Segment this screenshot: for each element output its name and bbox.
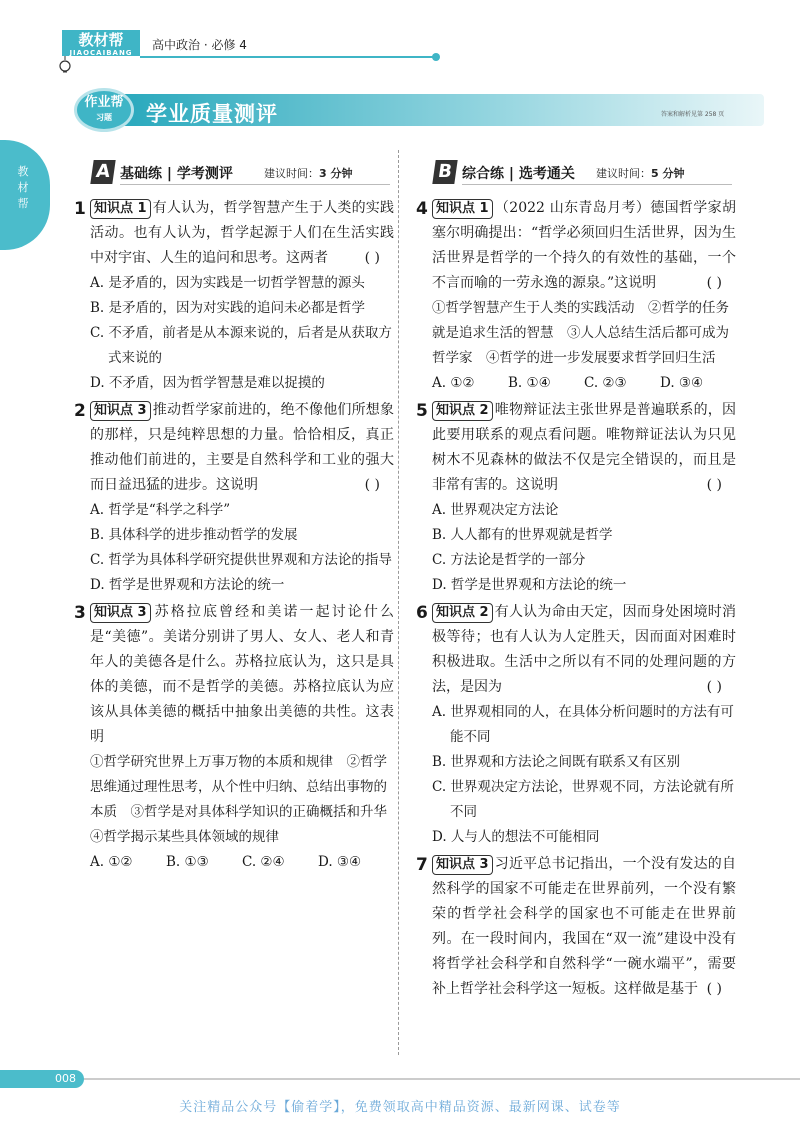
question-1: 1 知识点 1 有人认为，哲学智慧产生于人类的实践活动。也有人认为，哲学起源于人们在生活实践中对宇宙、人生的追问和思考。这两者 ( ) A. 是矛盾的，因为实践是一切哲学智慧的源头 B. 是矛盾的，因为对实践的追问未必都是哲学 C. 不矛盾，前者是从本源来说的，后者是从获取方式来说的 D. 不矛盾，因为哲学智慧是难以捉摸的 [76, 196, 394, 396]
part-header-a [76, 158, 394, 188]
part-letter: B [432, 160, 457, 184]
knowledge-tag: 知识点 1 [90, 199, 151, 219]
running-header [0, 28, 800, 58]
column-b [418, 158, 736, 1004]
question-4: 4 知识点 1 （2022 山东青岛月考）德国哲学家胡塞尔明确提出：“哲学必须回归生活世界，因为生活世界是哲学的一个持久的有效性的基础，一个不言而喻的一劳永逸的源泉。”这说明 ( ) ①哲学智慧产生于人类的实践活动 ②哲学的任务就是追求生活的智慧 ③人人总结生活后都可成为哲学家 ④哲学的进一步发展要求哲学回归生活 A. ①② B. ①④ C. ②③ D. ③④ [418, 196, 736, 396]
knowledge-tag: 知识点 2 [432, 603, 493, 623]
knowledge-tag: 知识点 1 [432, 199, 493, 219]
header-rule [140, 56, 435, 58]
choices: A. ①② B. ①④ C. ②③ D. ③④ [432, 375, 704, 391]
side-tab: 教材帮 [0, 140, 50, 250]
question-2: 2 知识点 3 推动哲学家前进的，绝不像他们所想象的那样，只是纯粹思想的力量。恰恰相反，真正推动他们前进的，主要是自然科学和工业的强大而日益迅猛的进步。这说明 ( ) A. 哲学是“科学之科学” B. 具体科学的进步推动哲学的发展 C. 哲学为具体科学研究提供世界观和方法论的指导 D. 哲学是世界观和方法论的统一 [76, 398, 394, 598]
option: D. 不矛盾，因为哲学智慧是难以捉摸的 [90, 375, 325, 391]
statements: ①哲学智慧产生于人类的实践活动 ②哲学的任务就是追求生活的智慧 ③人人总结生活后都可成为哲学家 ④哲学的进一步发展要求哲学回归生活 [432, 300, 729, 366]
option: B. 具体科学的进步推动哲学的发展 [90, 527, 298, 543]
promo-text: 关注精品公众号【偷着学】，免费领取高中精品资源、最新网课、试卷等 [179, 1100, 621, 1115]
part-name: 综合练 | 选考通关 [462, 166, 575, 182]
question-3: 3 知识点 3 苏格拉底曾经和美诺一起讨论什么是“美德”。美诺分别讲了男人、女人、老人和青年人的美德各是什么。苏格拉底认为，这只是具体的美德，而不是哲学的美德。苏格拉底认为应该从具体美德的概括中抽象出美德的共性。这表明 ①哲学研究世界上万事万物的本质和规律 ②哲学思维通过理性思考，从个性中归纳、总结出事物的本质 ③哲学是对具体科学知识的正确概括和升华 ④哲学揭示某些具体领域的规律 A. ①② B. ①③ C. ②④ D. ③④ [76, 600, 394, 875]
option: B. 世界观和方法论之间既有联系又有区别 [432, 754, 681, 770]
header-underline [120, 184, 390, 185]
knowledge-tag: 知识点 3 [90, 401, 151, 421]
knowledge-tag: 知识点 3 [90, 603, 151, 623]
header-underline [462, 184, 732, 185]
option: B. 人人都有的世界观就是哲学 [432, 527, 613, 543]
option: C. 世界观决定方法论，世界观不同，方法论就有所不同 [432, 779, 734, 820]
footer-rule [0, 1078, 800, 1080]
option: B. 是矛盾的，因为对实践的追问未必都是哲学 [90, 300, 366, 316]
option: C. 不矛盾，前者是从本源来说的，后者是从获取方式来说的 [90, 325, 392, 366]
section-banner [74, 88, 764, 132]
suggested-time: 建议时间：3 分钟 [264, 167, 353, 180]
option: D. 哲学是世界观和方法论的统一 [90, 577, 285, 593]
part-name: 基础练 | 学考测评 [120, 166, 233, 182]
brand-logo: 教材帮 JIAOCAIBANG [62, 30, 140, 56]
column-a [74, 158, 401, 877]
knowledge-tag: 知识点 2 [432, 401, 493, 421]
option: A. 世界观决定方法论 [432, 502, 559, 518]
part-letter: A [90, 160, 115, 184]
statements: ①哲学研究世界上万事万物的本质和规律 ②哲学思维通过理性思考，从个性中归纳、总结出事物的本质 ③哲学是对具体科学知识的正确概括和升华 ④哲学揭示某些具体领域的规律 [90, 754, 401, 845]
section-title: 学业质量测评 [146, 102, 278, 126]
page-number: 008 [0, 1070, 84, 1088]
section-badge: 作业帮 习题 [74, 88, 134, 132]
course-title: 高中政治 · 必修 4 [152, 38, 247, 52]
knowledge-tag: 知识点 3 [432, 855, 493, 875]
question-5: 5 知识点 2 唯物辩证法主张世界是普遍联系的，因此要用联系的观点看问题。唯物辩证法认为只见树木不见森林的做法不仅是完全错误的，而且是非常有害的。这说明 ( ) A. 世界观决定方法论 B. 人人都有的世界观就是哲学 C. 方法论是哲学的一部分 D. 哲学是世界观和方法论的统一 [418, 398, 736, 598]
option: D. 人与人的想法不可能相同 [432, 829, 600, 845]
part-header-b [418, 158, 736, 188]
option: C. 哲学为具体科学研究提供世界观和方法论的指导 [90, 552, 392, 568]
option: A. 是矛盾的，因为实践是一切哲学智慧的源头 [90, 275, 365, 291]
question-7: 7 知识点 3 习近平总书记指出，一个没有发达的自然科学的国家不可能走在世界前列，一个没有繁荣的哲学社会科学的国家也不可能走在世界前列。在一段时间内，我国在“双一流”建设中没有将哲学社会科学和自然科学“一碗水端平”，需要补上哲学社会科学这一短板。这样做是基于 ( ) [416, 855, 736, 997]
option: C. 方法论是哲学的一部分 [432, 552, 586, 568]
option: D. 哲学是世界观和方法论的统一 [432, 577, 627, 593]
header-dot [432, 53, 440, 61]
option: A. 世界观相同的人，在具体分析问题时的方法有可能不同 [432, 704, 734, 745]
answer-note: 答案和解析见第 258 页 [661, 111, 725, 118]
suggested-time: 建议时间：5 分钟 [596, 167, 685, 180]
choices: A. ①② B. ①③ C. ②④ D. ③④ [90, 854, 362, 870]
question-6: 6 知识点 2 有人认为命由天定，因而身处困境时消极等待；也有人认为人定胜天，因而面对困难时积极进取。生活中之所以有不同的处理问题的方法，是因为 ( ) A. 世界观相同的人，在具体分析问题时的方法有可能不同 B. 世界观和方法论之间既有联系又有区别 C. 世界观决定方法论，世界观不同，方法论就有所不同 D. 人与人的想法不可能相同 [418, 600, 736, 850]
column-divider [398, 150, 400, 1055]
option: A. 哲学是“科学之科学” [90, 502, 231, 518]
